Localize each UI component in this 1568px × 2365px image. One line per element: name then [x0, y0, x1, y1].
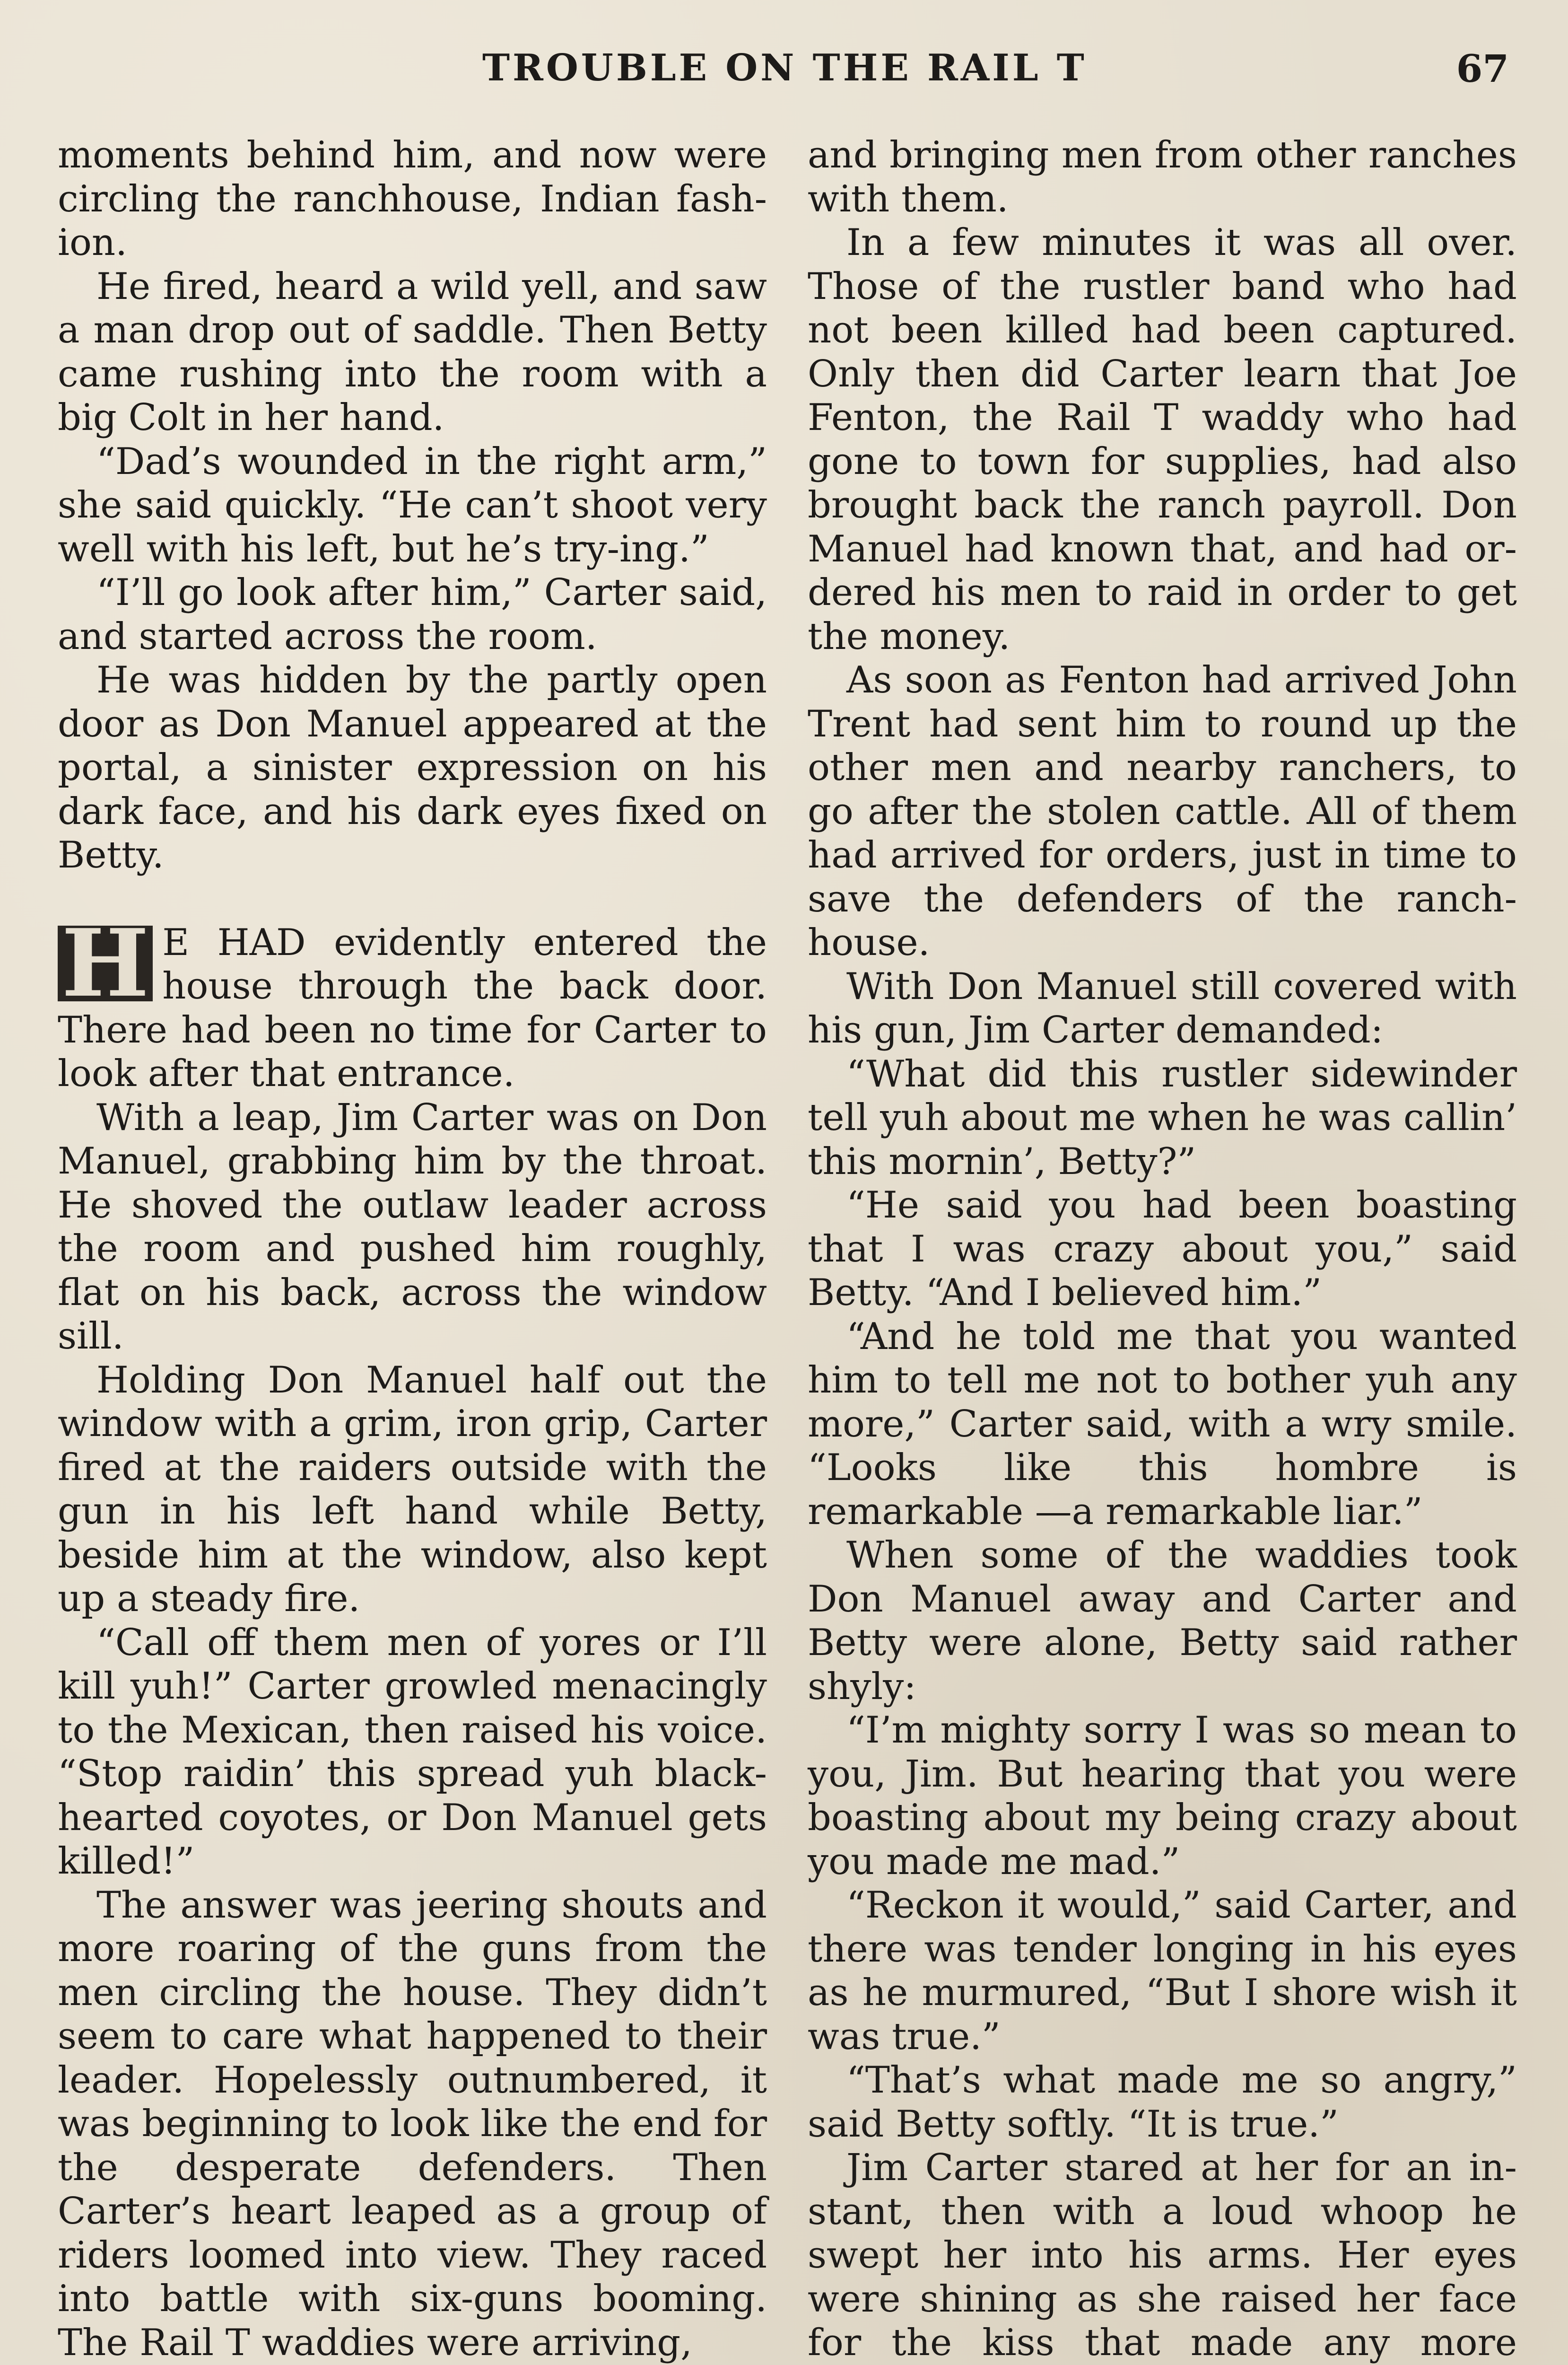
paragraph: “Call off them men of yores or I’ll kill yuh!” Carter growled menacingly to the Mexican, then raised his voice. “Stop raidin’ this spread yuh black-hearted coyotes, or Don Manuel gets killed!”: [58, 1621, 767, 1883]
running-title: TROUBLE ON THE RAIL T: [482, 46, 1087, 89]
paragraph: In a few minutes it was all over. Those of the rustler band who had not been killed had been captured. Only then did Carter learn that Joe Fenton, the Rail T waddy who had gone to town for supplies, had also brought back the ranch payroll. Don Manuel had known that, and had or-dered his men to raid in order to get the money.: [808, 221, 1517, 658]
paragraph: “He said you had been boasting that I was crazy about you,” said Betty. “And I believed him.”: [808, 1184, 1517, 1314]
drop-cap: H: [58, 926, 153, 1001]
section-break: [58, 877, 767, 921]
page-header: [0, 46, 1568, 98]
paragraph: When some of the waddies took Don Manuel away and Carter and Betty were alone, Betty said rather shyly:: [808, 1534, 1517, 1708]
paragraph: “I’m mighty sorry I was so mean to you, Jim. But hearing that you were boasting about my being crazy about you made me mad.”: [808, 1709, 1517, 1883]
paragraph: With Don Manuel still covered with his gun, Jim Carter demanded:: [808, 965, 1517, 1051]
paragraph: “What did this rustler sidewinder tell yuh about me when he was callin’ this mornin’, Betty?”: [808, 1052, 1517, 1183]
dropcap-paragraph-text: E HAD evidently entered the house through the back door. There had been no time for Carter to look after that entrance.: [58, 921, 767, 1095]
paragraph: “And he told me that you wanted him to tell me not to bother yuh any more,” Carter said, with a wry smile. “Looks like this hombre is remarkable —a remarkable liar.”: [808, 1315, 1517, 1533]
paragraph: As soon as Fenton had arrived John Trent had sent him to round up the other men and nearby ranchers, to go after the stolen cattle. All of them had arrived for orders, just in time to save the defenders of the ranch-house.: [808, 659, 1517, 964]
paragraph: and bringing men from other ranches with them.: [808, 134, 1517, 220]
left-column: [58, 133, 767, 2365]
right-column: [808, 133, 1517, 2365]
paragraph: With a leap, Jim Carter was on Don Manuel, grabbing him by the throat. He shoved the outlaw leader across the room and pushed him roughly, flat on his back, across the window sill.: [58, 1096, 767, 1358]
paragraph: “I’ll go look after him,” Carter said, and started across the room.: [58, 571, 767, 658]
dropcap-paragraph: [58, 909, 767, 1096]
paragraph: Jim Carter stared at her for an in-stant, then with a loud whoop he swept her into his arms. Her eyes were shining as she raised her face for the kiss that made any more: [808, 2146, 1517, 2364]
paragraph: Holding Don Manuel half out the window with a grim, iron grip, Carter fired at the raiders outside with the gun in his left hand while Betty, beside him at the window, also kept up a steady fire.: [58, 1358, 767, 1620]
page-number: 67: [1456, 46, 1509, 91]
paragraph: “That’s what made me so angry,” said Betty softly. “It is true.”: [808, 2059, 1517, 2146]
paragraph: “Dad’s wounded in the right arm,” she said quickly. “He can’t shoot very well with his left, but he’s try-ing.”: [58, 440, 767, 570]
paragraph: moments behind him, and now were circling the ranchhouse, Indian fash-ion.: [58, 134, 767, 264]
paragraph: The answer was jeering shouts and more roaring of the guns from the men circling the house. They didn’t seem to care what happened to their leader. Hopelessly outnumbered, it was beginning to look like the end for the desperate defenders. Then Carter’s heart leaped as a group of riders loomed into view. They raced into battle with six-guns booming. The Rail T waddies were arriving,: [58, 1883, 767, 2364]
paragraph: “Reckon it would,” said Carter, and there was tender longing in his eyes as he murmured, “But I shore wish it was true.”: [808, 1884, 1517, 2058]
paragraph: He fired, heard a wild yell, and saw a man drop out of saddle. Then Betty came rushing into the room with a big Colt in her hand.: [58, 265, 767, 439]
paragraph: He was hidden by the partly open door as Don Manuel appeared at the portal, a sinister expression on his dark face, and his dark eyes fixed on Betty.: [58, 659, 767, 876]
